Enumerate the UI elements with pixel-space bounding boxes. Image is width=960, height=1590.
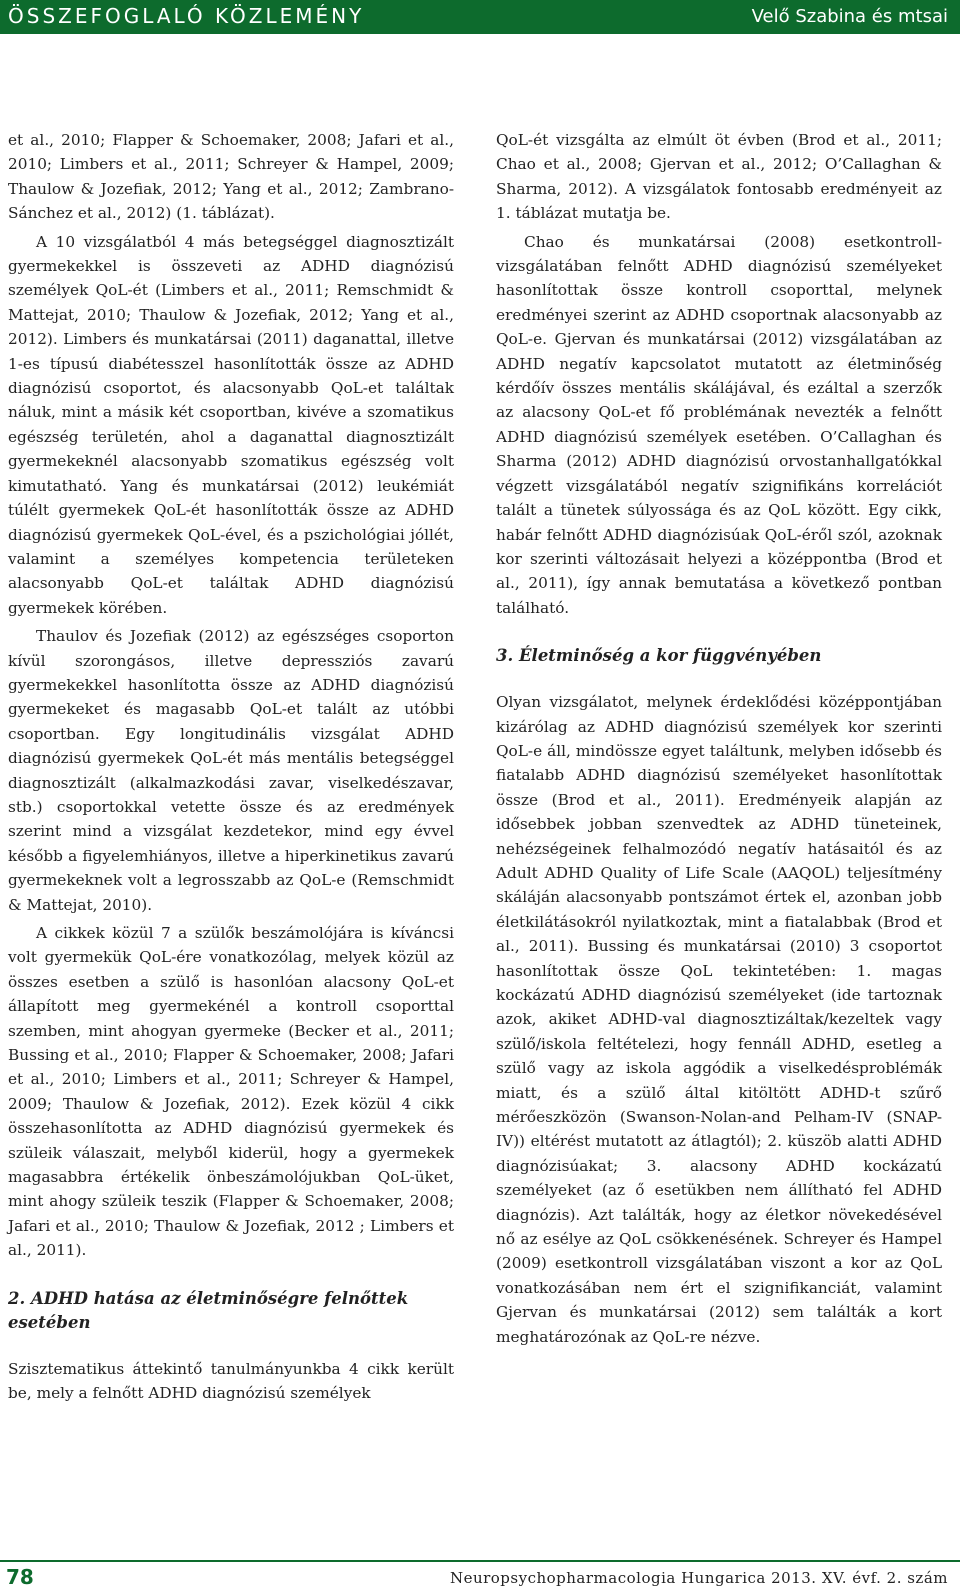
authors: Velő Szabina és mtsai [751,6,948,27]
section-heading-3: 3. Életminőség a kor függvényében [496,646,822,666]
page-number: 78 [6,1565,34,1589]
paragraph: Olyan vizsgálatot, melynek érdeklődési középpontjában kizárólag az ADHD diagnózisú személyek kor szerinti QoL-e áll, mindössze egyet találtunk, melyben idősebb és fiatalabb ADHD diagnózisú személyeket hasonlítottak össze (Brod et al., 2011). Eredményeik alapján az idősebbek jobban szenvedtek az ADHD tüneteinek, nehézségeinek felhalmozódó negatív hatásaitól és az Adult ADHD Quality of Life Scale (AAQOL) teljesítmény skáláján alacsonyabb pontszámot értek el, azonban jobb életkilátásokról nyilatkoztak, mint a fiatalabbak (Brod et al., 2011). Bussing és munkatársai (2010) 3 csoportot hasonlítottak össze QoL tekintetében: 1. magas kockázatú ADHD diagnózisú személyeket (ide tartoznak azok, akiket ADHD-val diagnosztizáltak/kezeltek vagy szülő/iskola feltételezi, hogy fennáll ADHD, esetleg a szülő vagy az iskola aggódik a viselkedésproblémák miatt, és a szülő által kitöltött ADHD-t szűrő mérőeszközön (Swanson-Nolan-and Pelham-IV (SNAP-IV)) eltérést mutatott az átlagtól); 2. küszöb alatti ADHD diagnózisúakat; 3. alacsony ADHD kockázatú személyeket (az ő esetükben nem állítható fel ADHD diagnózis). Azt találták, hogy az életkor növekedésével nő az esélye az QoL csökkenésének. Schreyer és Hampel (2009) esetkontroll vizsgálatában viszont a kor az QoL vonatkozásában nem ért el szignifikanciát, valamint Gjervan és munkatársai (2012) sem találták a kort meghatározónak az QoL-re nézve. [496,693,942,1346]
paragraph: A cikkek közül 7 a szülők beszámolójára is kíváncsi volt gyermekük QoL-ére vonatkozólag, melyek közül az összes esetben a szülő is hasonlóan alacsony QoL-et állapított meg gyermekénél a kontroll csoporttal szemben, mint ahogyan gyermeke (Becker et al., 2011; Bussing et al., 2010; Flapper & Schoemaker, 2008; Jafari et al., 2010; Limbers et al., 2011; Schreyer & Hampel, 2009; Thaulow & Jozefiak, 2012). Ezek közül 4 cikk összehasonlította az ADHD diagnózisú gyermekek és szüleik válaszait, melyből kiderül, hogy a gyermekek magasabbra értékelik önbeszámolójukban QoL-üket, mint ahogy szüleik teszik (Flapper & Schoemaker, 2008; Jafari et al., 2010; Thaulow & Jozefiak, 2012 ; Limbers et al., 2011). [8,924,454,1260]
paragraph: Szisztematikus áttekintő tanulmányunkba 4 cikk került be, mely a felnőtt ADHD diagnózisú személyek [8,1359,454,1403]
journal-citation: Neuropsychopharmacologia Hungarica 2013. XV. évf. 2. szám [449,1569,948,1587]
paragraph: Chao és munkatársai (2008) esetkontroll-vizsgálatában felnőtt ADHD diagnózisú személyeket hasonlítottak össze kontroll csoporttal, melynek eredményei szerint az ADHD csoportnak alacsonyabb az QoL-e. Gjervan és munkatársai (2012) vizsgálatában az ADHD negatív kapcsolatot mutatott az életminőség kérdőív összes mentális skálájával, és ezáltal a szerzők az alacsony QoL-et fő problémának nevezték a felnőtt ADHD diagnózisú személyek esetében. O’Callaghan és Sharma (2012) ADHD diagnózisú orvostanhallgatókkal végzett vizsgálatából negatív szignifikáns korrelációt talált a tünetek súlyossága és az QoL között. Egy cikk, habár felnőtt ADHD diagnózisúak QoL-éről szól, azoknak kor szerinti változásait helyezi a középpontba (Brod et al., 2011), így annak bemutatása a következő pontban található. [496,232,942,617]
paragraph: QoL-ét vizsgálta az elmúlt öt évben (Brod et al., 2011; Chao et al., 2008; Gjervan et al., 2012; O’Callaghan & Sharma, 2012). A vizsgálatok fontosabb eredményeit az 1. táblázat mutatja be. [496,131,942,223]
section-title: ÖSSZEFOGLALÓ KÖZLEMÉNY [8,4,365,28]
left-column [8,128,454,1410]
right-column [496,128,942,1353]
paragraph: Thaulov és Jozefiak (2012) az egészséges csoporton kívül szorongásos, illetve depressziós zavarú gyermekekkel hasonlította össze az ADHD diagnózisú gyermekeket és magasabb QoL-et talált az utóbbi csoportban. Egy longitudinális vizsgálat ADHD diagnózisú gyermekek QoL-ét más mentális betegséggel diagnosztizált (alkalmazkodási zavar, viselkedészavar, stb.) csoportokkal vetette össze és az eredmények szerint mind a vizsgálat kezdetekor, mind egy évvel később a figyelemhiányos, illetve a hiperkinetikus zavarú gyermekeknek volt a legrosszabb az QoL-e (Remschmidt & Mattejat, 2010). [8,627,454,914]
footer-divider [0,1560,960,1562]
header-bar [0,0,960,34]
paragraph: A 10 vizsgálatból 4 más betegséggel diagnosztizált gyermekekkel is összeveti az ADHD diagnózisú személyek QoL-ét (Limbers et al., 2011; Remschmidt & Mattejat, 2010; Thaulow & Jozefiak, 2012; Yang et al., 2012). Limbers és munkatársai (2011) daganattal, illetve 1-es típusú diabétesszel hasonlították össze az ADHD diagnózisú csoportot, és alacsonyabb QoL-et találtak náluk, mint a másik két csoportban, kivéve a szomatikus egészség területén, ahol a daganattal diagnosztizált gyermekeknél alacsonyabb szomatikus egészség volt kimutatható. Yang és munkatársai (2012) leukémiát túlélt gyermekek QoL-ét hasonlították össze az ADHD diagnózisú gyermekek QoL-ével, és a pszichológiai jóllét, valamint a személyes kompetencia területeken alacsonyabb QoL-et találtak ADHD diagnózisú gyermekek körében. [8,232,454,617]
paragraph: et al., 2010; Flapper & Schoemaker, 2008; Jafari et al., 2010; Limbers et al., 2011; Schreyer & Hampel, 2009; Thaulow & Jozefiak, 2012; Yang et al., 2012; Zambrano-Sánchez et al., 2012) (1. táblázat). [8,131,454,223]
section-heading-2: 2. ADHD hatása az életminőségre felnőttek esetében [8,1288,409,1332]
